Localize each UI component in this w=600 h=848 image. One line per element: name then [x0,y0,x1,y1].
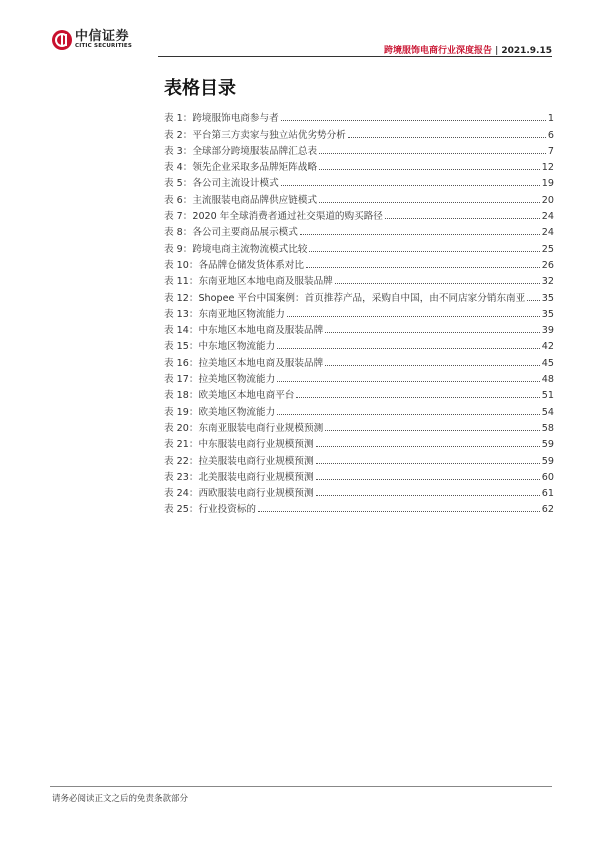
logo-chinese-name: 中信证券 [75,29,130,45]
toc-entry-label[interactable]: 表 3：全球部分跨境服装品牌汇总表 [164,145,318,157]
footer-divider [50,786,552,787]
toc-entry-page[interactable]: 20 [541,194,554,206]
toc-leader-dots [316,446,540,447]
toc-entry[interactable] [164,401,554,417]
toc-entry-label[interactable]: 表 1：跨境服饰电商参与者 [164,113,279,125]
page-title: 表格目录 [164,78,236,99]
toc-entry-label[interactable]: 表 5：各公司主流设计模式 [164,178,279,190]
toc-entry[interactable] [164,108,554,124]
toc-leader-dots [325,365,540,366]
toc-entry[interactable] [164,352,554,368]
toc-entry[interactable] [164,320,554,336]
toc-entry-page[interactable]: 12 [541,162,554,174]
toc-entry-label[interactable]: 表 20：东南亚服装电商行业规模预测 [164,422,324,434]
toc-entry-label[interactable]: 表 4：领先企业采取多品牌矩阵战略 [164,162,318,174]
toc-entry-page[interactable]: 48 [541,374,554,386]
toc-entry-page[interactable]: 24 [541,211,554,223]
toc-leader-dots [385,218,540,219]
toc-leader-dots [316,479,540,480]
toc-entry[interactable] [164,124,554,140]
header-separator: | [495,46,499,56]
toc-entry[interactable] [164,141,554,157]
toc-entry-page[interactable]: 42 [541,341,554,353]
toc-entry[interactable] [164,499,554,515]
toc-entry[interactable] [164,418,554,434]
toc-leader-dots [277,414,540,415]
toc-leader-dots [296,397,539,398]
toc-entry-label[interactable]: 表 10：各品牌仓储发货体系对比 [164,259,304,271]
toc-entry[interactable] [164,304,554,320]
toc-leader-dots [277,381,540,382]
toc-entry-label[interactable]: 表 13：东南亚地区物流能力 [164,308,285,320]
toc-entry-label[interactable]: 表 6：主流服装电商品牌供应链模式 [164,194,318,206]
citic-securities-logo [52,30,132,50]
toc-leader-dots [527,300,540,301]
toc-entry-label[interactable]: 表 19：欧美地区物流能力 [164,406,276,418]
toc-leader-dots [287,316,540,317]
citic-logo-icon [52,30,72,50]
footer-disclaimer: 请务必阅读正文之后的免责条款部分 [52,794,189,804]
toc-entry[interactable] [164,206,554,222]
toc-entry-label[interactable]: 表 16：拉美地区本地电商及服装品牌 [164,357,324,369]
toc-entry-label[interactable]: 表 23：北美服装电商行业规模预测 [164,471,314,483]
toc-entry-label[interactable]: 表 12：Shopee 平台中国案例：首页推荐产品，采购自中国，由不同店家分销东南亚 [164,292,526,304]
toc-entry[interactable] [164,157,554,173]
toc-entry-page[interactable]: 1 [547,113,554,125]
toc-leader-dots [316,463,540,464]
toc-leader-dots [306,267,540,268]
toc-entry[interactable] [164,483,554,499]
toc-entry[interactable] [164,450,554,466]
header-divider [158,56,552,57]
toc-entry[interactable] [164,467,554,483]
toc-entry-page[interactable]: 54 [541,406,554,418]
toc-entry-label[interactable]: 表 14：中东地区本地电商及服装品牌 [164,325,324,337]
toc-entry[interactable] [164,173,554,189]
toc-entry[interactable] [164,336,554,352]
toc-entry-page[interactable]: 39 [541,325,554,337]
toc-leader-dots [348,137,546,138]
toc-entry-page[interactable]: 25 [541,243,554,255]
toc-entry-page[interactable]: 59 [541,439,554,451]
toc-entry[interactable] [164,189,554,205]
toc-entry-page[interactable]: 51 [541,390,554,402]
toc-entry-label[interactable]: 表 21：中东服装电商行业规模预测 [164,439,314,451]
toc-entry-label[interactable]: 表 15：中东地区物流能力 [164,341,276,353]
toc-entry-label[interactable]: 表 25：行业投资标的 [164,504,257,516]
toc-leader-dots [319,169,540,170]
toc-entry-page[interactable]: 35 [541,308,554,320]
toc-entry-label[interactable]: 表 2：平台第三方卖家与独立站优劣势分析 [164,129,346,141]
toc-leader-dots [277,348,540,349]
toc-entry-label[interactable]: 表 22：拉美服装电商行业规模预测 [164,455,314,467]
toc-entry-label[interactable]: 表 24：西欧服装电商行业规模预测 [164,488,314,500]
toc-entry-label[interactable]: 表 7：2020 年全球消费者通过社交渠道的购买路径 [164,211,383,223]
toc-entry-page[interactable]: 59 [541,455,554,467]
toc-entry[interactable] [164,222,554,238]
toc-leader-dots [325,430,540,431]
toc-entry-page[interactable]: 32 [541,276,554,288]
toc-entry-page[interactable]: 7 [547,145,554,157]
toc-entry-label[interactable]: 表 8：各公司主要商品展示模式 [164,227,298,239]
toc-entry-label[interactable]: 表 18：欧美地区本地电商平台 [164,390,295,402]
toc-entry-page[interactable]: 35 [541,292,554,304]
report-date: 2021.9.15 [501,46,552,56]
table-of-tables [164,108,554,515]
toc-leader-dots [300,234,540,235]
report-header [384,43,552,56]
toc-entry-page[interactable]: 62 [541,504,554,516]
toc-entry-label[interactable]: 表 9：跨境电商主流物流模式比较 [164,243,308,255]
toc-entry[interactable] [164,287,554,303]
toc-leader-dots [319,153,546,154]
logo-english-name: CITIC SECURITIES [75,43,133,50]
toc-entry[interactable] [164,255,554,271]
toc-entry-page[interactable]: 19 [541,178,554,190]
toc-entry-label[interactable]: 表 11：东南亚地区本地电商及服装品牌 [164,276,333,288]
toc-entry[interactable] [164,271,554,287]
toc-entry[interactable] [164,385,554,401]
toc-entry-page[interactable]: 58 [541,422,554,434]
toc-entry-page[interactable]: 6 [547,129,554,141]
toc-entry-page[interactable]: 24 [541,227,554,239]
toc-entry-page[interactable]: 45 [541,357,554,369]
toc-leader-dots [316,495,540,496]
toc-leader-dots [319,202,540,203]
toc-leader-dots [258,511,540,512]
toc-leader-dots [281,120,546,121]
toc-entry-page[interactable]: 60 [541,471,554,483]
toc-entry[interactable] [164,369,554,385]
report-title: 跨境服饰电商行业深度报告 [384,46,493,56]
toc-leader-dots [325,332,540,333]
toc-entry[interactable] [164,434,554,450]
toc-entry[interactable] [164,238,554,254]
toc-leader-dots [281,185,540,186]
toc-leader-dots [335,283,540,284]
toc-leader-dots [309,251,539,252]
toc-entry-page[interactable]: 26 [541,259,554,271]
toc-entry-label[interactable]: 表 17：拉美地区物流能力 [164,374,276,386]
toc-entry-page[interactable]: 61 [541,488,554,500]
